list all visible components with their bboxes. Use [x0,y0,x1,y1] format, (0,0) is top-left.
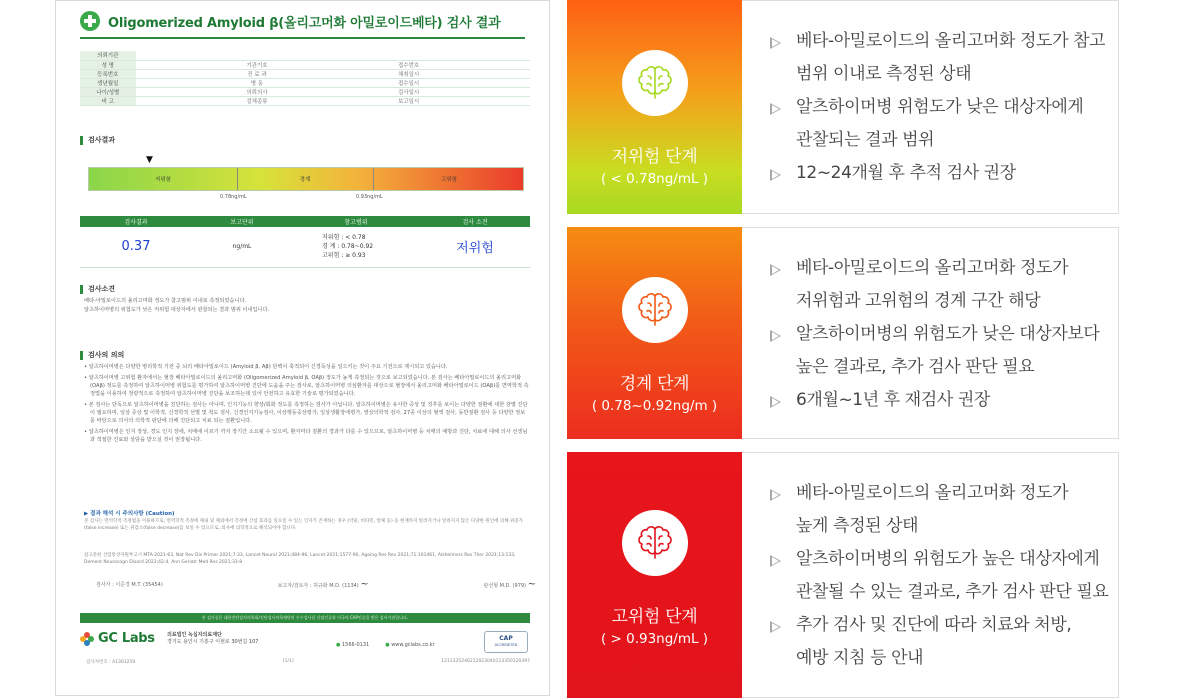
meaning-bullet: • 알츠하이머병은 인지 장상, 경도 인지 장애, 치매에 이르기 까지 장기간 소요될 수 있으며, 환자마다 질환의 경과가 다를 수 있으므로, 알츠하이머병 등 치매의 예방과 진단, 치료에 대해 의사 선생님과 적절한 진료와 상담을 받으실 것이 권장됩니다. [84,429,528,443]
website-link[interactable] [385,642,434,648]
stage-badge [567,227,742,439]
info-label: 접수일시 [378,78,439,87]
brain-icon [622,510,688,576]
section-heading-meaning: 검사의 의의 [80,351,124,360]
gc-logo-icon [80,632,94,646]
info-value [136,69,227,78]
stage-label-group [567,607,742,648]
signer-reporter-text: 보고자/검토자 : 허규화 M.D. (1134) [277,583,359,589]
stage-range: ( 0.78~0.92ng/m ) [591,398,718,414]
stage-bullet-line: 베타-아밀로이드의 올리고머화 정도가 [796,258,1069,278]
info-label: 접수번호 [378,60,439,69]
arrow-right-icon [770,103,781,115]
risk-stage-panel [567,452,1119,698]
info-value [136,51,227,60]
info-value [287,51,378,60]
result-marker-icon: ▼ [146,155,153,165]
stage-bullet-line: 추가 검사 및 진단에 따라 치료와 처방, [796,615,1072,635]
gc-labs-logo [80,631,155,646]
info-value [287,60,378,69]
info-value [287,69,378,78]
stage-bullet [770,91,1105,157]
info-label: 기관기호 [227,60,288,69]
brain-icon [622,277,688,343]
gauge-segment-high: 고위험 [441,177,457,183]
info-label: 비 고 [80,96,136,105]
signer-tester: 검사자 : 이준경 M.T. (35454) [96,582,163,588]
info-label: 진 료 과 [227,69,288,78]
stage-bullet [770,384,1099,417]
info-value [136,78,227,87]
gauge-tick-label: 0.78ng/mL [220,194,247,200]
info-value [136,60,227,69]
report-document [55,0,550,696]
info-label: 성 명 [80,60,136,69]
info-value [439,51,530,60]
report-title-text: Oligomerized Amyloid β(올리고머화 아밀로이드베타) 검사 결과 [108,15,501,31]
meaning-list [84,363,530,447]
meaning-bullet: • 본 검사는 단독으로 알츠하이머병을 진단하는 검사는 아니며, 인지기능의 향상/회화 정도를 측정하는 검사가 아닙니다. 알츠하이머병은 유사한 증상 및 징후를 보이는 다양한 질환에 대한 감별 진단이 필요하며, 임상 증상 및 이학적, 신경학적 선별 및 척도 검사, 신경인지기능검사, 이상행동증상평가, 일상생활장애평가, 영상의학적 검사, 27종 이상의 혈액 검사, 동반질환 검사 등 다양한 정보를 바탕으로 의사의 의학적 판단에 의해 진단되고 치료 되는 질환입니다. [84,402,528,424]
lab-info [167,632,258,646]
stage-description [742,0,1119,214]
barcode-number: 1211335246212023040113350120397 [441,659,530,664]
stage-bullet-line: 알츠하이머병 위험도가 낮은 대상자에게 [796,97,1084,117]
arrow-right-icon [770,555,781,567]
result-value: 0.37 [80,227,192,267]
lab-address: 경기도 용인시 기흥구 이현로 30번길 107 [167,639,259,645]
reference-range [292,227,420,267]
section-heading-opinion: 검사소견 [80,285,115,294]
info-label: 채취일시 [378,69,439,78]
stage-bullet-list [770,252,1099,417]
patient-info-table [80,51,530,106]
stage-label-group [567,147,742,188]
stage-name: 경계 단계 [619,374,690,394]
info-row [80,96,530,105]
stage-name: 고위험 단계 [611,607,698,627]
info-row [80,69,530,78]
stage-bullet-line: 베타-아밀로이드의 올리고머화 정도가 참고 [796,31,1106,51]
stage-bullet-line: 베타-아밀로이드의 올리고머화 정도가 [796,483,1069,503]
result-header: 검사 소견 [420,216,530,227]
cap-accredited-logo [484,631,528,653]
stage-bullet-line: 알츠하이머병의 위험도가 높은 대상자에게 [796,549,1100,569]
arrow-right-icon [770,330,781,342]
stage-bullet-line: 6개월~1년 후 재검사 권장 [796,390,990,410]
info-label: 생년월일 [80,78,136,87]
report-title [80,11,501,31]
info-value [287,87,378,96]
gauge-segment-border: 경계 [299,177,311,183]
info-label: 등록번호 [80,69,136,78]
gauge-segment-low: 저위험 [155,177,171,183]
brain-icon [622,50,688,116]
signature-scribble-icon: ~ [360,579,369,590]
result-unit: ng/mL [192,227,292,267]
info-value [439,60,530,69]
stage-description [742,452,1119,698]
info-label: 의뢰의사 [227,87,288,96]
caution-text: 본 검사는 면역학적 측정법을 이용하므로, 면역학적 측정에 체내 및 체외에서 측정에 간섭 효과를 일으킬 수 있는 인자가 존재하는 경우 (약물, 비타민, 항체 등) 등 현재까지 알려지거나 알려지지 않은 다양한 원인에 의해 위증가(false increase) 또는 위감소(false decrease)를 보일 수 있으므로, 의사에 의학적으로 해석되어야 합니다. [84,519,524,531]
arrow-right-icon [770,169,781,181]
info-value [136,96,227,105]
arrow-right-icon [770,37,781,49]
stage-bullet [770,543,1108,609]
reference-line: 저위험 : < 0.78 [322,234,366,242]
gauge-tick-label: 0.93ng/mL [356,194,383,200]
arrow-right-icon [770,489,781,501]
info-row [80,78,530,87]
signature-scribble-icon: ~ [527,579,536,590]
stage-badge [567,0,742,214]
meaning-bullet: • 알츠하이머병은 다양한 병리학적 기전 중 뇌의 베타아밀로이드 (Amyloid β, Aβ) 단백이 축적되어 신경독성을 일으키는 것이 주요 기전으로 제시되고 있습니다. [84,364,448,370]
globe-icon: ● [385,642,390,648]
info-label [227,51,288,60]
lab-foundation: 의료법인 녹십자의료재단 [167,632,222,638]
arrow-right-icon [770,621,781,633]
info-value [287,96,378,105]
stage-bullet-line: 높은 결과로, 추가 검사 판단 필요 [796,357,1035,377]
stage-label-group [567,374,742,415]
result-header: 참고범위 [292,216,420,227]
result-header: 보고단위 [192,216,292,227]
info-label: 나이/성별 [80,87,136,96]
gc-cross-icon [80,11,100,31]
stage-bullet-line: 관찰되는 결과 범위 [796,130,935,150]
meaning-bullet: • 알츠하이머병 고위험 환자에서는 혈장 베타아밀로이드의 올리고머화 (Oligomerized Amyloid β, OAβ) 정도가 높게 측정되는 것으로 보고되었습니다. 본 검사는 베타아밀로이드의 올리고머화 (OAβ) 정도를 측정하여 알츠하이머병 위험도를 평가하여 알츠하이머병 진단에 도움을 주는 검사로, 알츠하이머병 의심환자를 대상으로 혈장에서 올리고머화 베타아밀로이드 (OAβ)를 면역학적 측정법을 이용하여 정량적으로 측정하여 알츠하이머병 진단을 보조하는데 있어 안전하고 유효한 기술로 평가되었습니다. [84,375,529,397]
info-value [439,96,530,105]
website-text: www.gclabs.co.kr [391,642,435,648]
risk-stage-panel [567,227,1119,439]
stage-bullet-line: 12~24개월 후 추적 검사 권장 [796,163,1016,183]
arrow-right-icon [770,264,781,276]
stage-badge [567,452,742,698]
result-header: 검사결과 [80,216,192,227]
caution-title: ▶ 결과 해석 시 주의사항 (Caution) [84,511,175,517]
arrow-right-icon [770,396,781,408]
stage-bullet [770,25,1105,91]
stage-bullet-list [770,477,1108,675]
info-value [136,87,227,96]
stage-range: ( < 0.78ng/mL ) [600,171,709,187]
info-label: 검사일시 [378,87,439,96]
section-heading-result: 검사결과 [80,136,115,145]
info-label [378,51,439,60]
risk-stage-panel [567,0,1119,214]
stage-bullet [770,157,1105,190]
accreditation-bar: 본 검사실은 대한진단검사의학회/진단검사의학재단의 우수검사실 신임인증과 미국의 CAP인증을 받은 검사기관입니다. [80,613,530,623]
stage-bullet [770,252,1099,318]
stage-description [742,227,1119,439]
info-row [80,51,530,60]
info-value [287,78,378,87]
stage-bullet-line: 범위 이내로 측정된 상태 [796,64,972,84]
info-label: 보고일시 [378,96,439,105]
references: 참고문헌 산업통상자원부고시 MTA-2021-63, Nat Rev Dis Primer 2021;7:33, Lancet Neurol 2021;484-96, Lancet 2021;1577-90, Ageing Res Rev 2021;71:101461, Alzheimers Res Ther 2021;13:133, Dement Neurocogn Disord 2022;42-4, Ann Geriatr Med Res 2021;33-8 [84,553,516,565]
reference-line: 경 계 : 0.78~0.92 [322,243,374,251]
sample-number: 검사자번호 : A1303259 [86,660,136,665]
signer-director [484,579,536,590]
reference-line: 고위험 : ≥ 0.93 [322,252,366,260]
stage-name: 저위험 단계 [611,147,698,167]
title-divider [80,37,525,39]
lab-name: GC Labs [98,631,155,646]
phone-number [336,642,369,648]
info-row [80,60,530,69]
result-table [80,216,530,268]
stage-bullet-line: 관찰될 수 있는 결과로, 추가 검사 판단 필요 [796,582,1109,602]
phone-text: 1566-0131 [341,642,370,648]
result-finding: 저위험 [420,227,530,267]
cap-text: CAP [499,635,513,642]
opinion-text: 베타-아밀로이드의 올리고머화 정도가 참고범위 이내로 측정되었습니다. 알츠하이머병의 위험도가 낮은 저위험 대상자에서 관찰되는 결과 범위 이내입니다. [84,298,270,313]
lab-contact [336,642,435,648]
stage-bullet [770,318,1099,384]
signer-director-text: 판선형 M.D. (979) [483,583,527,589]
info-label: 병 동 [227,78,288,87]
info-value [439,69,530,78]
phone-icon: ● [336,642,341,648]
stage-bullet-list [770,25,1105,190]
stage-bullet [770,609,1108,675]
signature-row [96,579,536,590]
risk-gauge [88,167,524,191]
info-label: 검체종류 [227,96,288,105]
stage-bullet-line: 예방 지침 등 안내 [796,648,924,668]
stage-bullet-line: 알츠하이머병의 위험도가 낮은 대상자보다 [796,324,1100,344]
info-label: 의뢰기관 [80,51,136,60]
stage-bullet-line: 높게 측정된 상태 [796,516,919,536]
stage-range: ( > 0.93ng/mL ) [600,631,709,647]
stage-bullet [770,477,1108,543]
signer-reporter [278,579,369,590]
info-row [80,87,530,96]
info-value [439,87,530,96]
stage-bullet-line: 저위험과 고위험의 경계 구간 해당 [796,291,1041,311]
info-value [439,78,530,87]
report-footer-ids [86,659,530,665]
cap-sub-text: ACCREDITED [494,643,518,647]
page-number: [1/1] [282,659,294,664]
